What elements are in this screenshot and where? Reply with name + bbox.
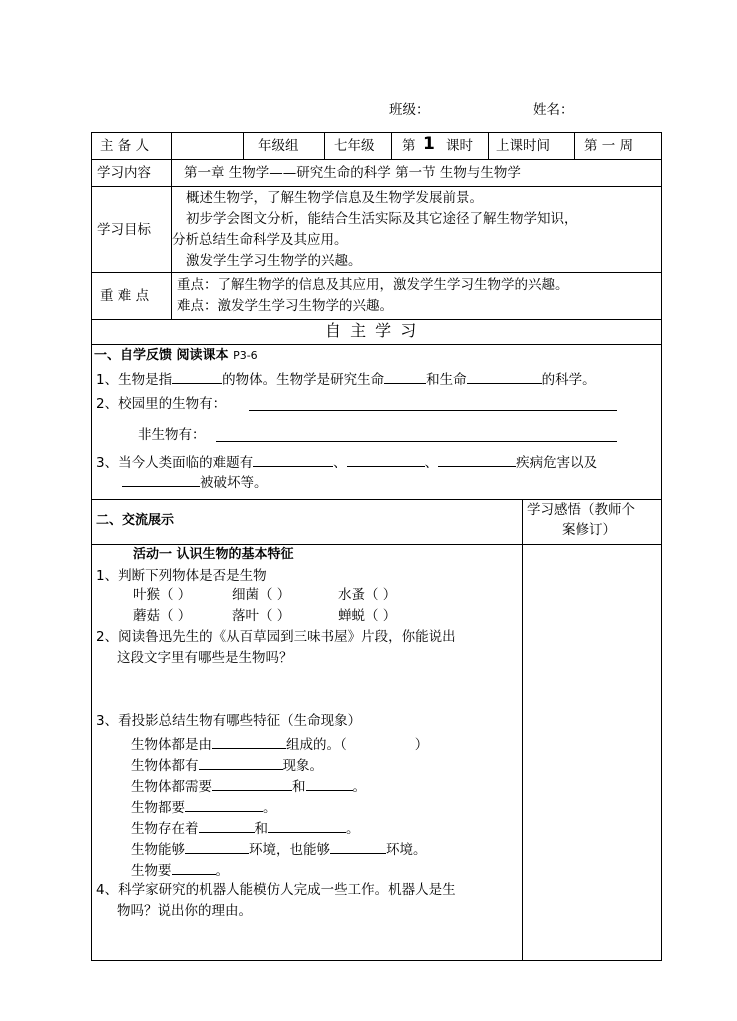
- item-daphnia: 水蚤（ ）: [338, 587, 397, 603]
- goals-label: 学习目标: [97, 222, 151, 238]
- f6-b: 环境，也能够: [249, 842, 330, 858]
- s1-question-2: 2、校园里的生物有：: [96, 396, 227, 412]
- week-value: 第 一 周: [584, 138, 634, 154]
- goal-line-4: 激发学生学习生物学的兴趣。: [186, 253, 362, 269]
- s2-question-2-line-2: 这段文字里有哪些是生物吗？: [117, 650, 293, 666]
- s1-q3-c: 被破坏等。: [200, 475, 268, 491]
- grade-group-label: 年级组: [258, 138, 299, 154]
- blank[interactable]: [199, 818, 255, 833]
- keypoint-line-2: 难点：激发学生学习生物学的兴趣。: [177, 298, 393, 314]
- class-label: 班级：: [389, 102, 430, 118]
- blank[interactable]: [253, 452, 333, 467]
- feature-5: [131, 818, 360, 838]
- f1-b: 组成的。（: [286, 737, 347, 753]
- blank[interactable]: [384, 369, 426, 384]
- s2-question-4-line-1: 4、科学家研究的机器人能模仿人完成一些工作。机器人是生: [96, 882, 456, 898]
- keypoints-label: 重 难 点: [100, 288, 150, 304]
- f7-b: 。: [215, 863, 229, 879]
- f5-c: 。: [346, 821, 360, 837]
- s2-question-4-line-2: 物吗？说出你的理由。: [117, 903, 252, 919]
- side-header-line-2: 案修订）: [562, 522, 616, 538]
- s1-q1-d: 的科学。: [541, 372, 596, 388]
- blank[interactable]: [185, 797, 263, 812]
- item-cicada-shell: 蝉蜕（ ）: [338, 608, 397, 624]
- self-study-title: 自 主 学 习: [325, 321, 419, 340]
- lesson-suffix: 课时: [446, 138, 473, 154]
- blank[interactable]: [438, 452, 516, 467]
- goal-line-1: 概述生物学，了解生物学信息及生物学发展前景。: [186, 190, 483, 206]
- feature-7: [131, 860, 229, 880]
- blank[interactable]: [172, 860, 216, 875]
- f3-a: 生物体都需要: [131, 779, 212, 795]
- section2-heading: 二、交流展示: [96, 513, 175, 528]
- blank[interactable]: [268, 818, 346, 833]
- blank[interactable]: [347, 452, 425, 467]
- f3-b: 和: [292, 779, 306, 795]
- blank[interactable]: [172, 369, 222, 384]
- s1-q1-b: 的物体。生物学是研究生命: [222, 372, 385, 388]
- item-leaf: 落叶（ ）: [232, 608, 291, 624]
- s1-q1-a: 1、生物是指: [96, 372, 173, 388]
- s1-q3-sep1: 、: [333, 455, 347, 471]
- s1-question-3: [96, 452, 597, 472]
- blank[interactable]: [185, 839, 249, 854]
- s1-question-3-cont: [122, 472, 268, 492]
- blank[interactable]: [330, 839, 386, 854]
- content-label: 学习内容: [97, 165, 151, 181]
- f3-c: 。: [352, 779, 366, 795]
- s1-q3-a: 3、当今人类面临的难题有: [96, 455, 254, 471]
- grade-value: 七年级: [334, 138, 375, 154]
- blank[interactable]: [306, 776, 353, 791]
- f1-c: ）: [414, 737, 429, 753]
- item-monkey: 叶猴（ ）: [133, 587, 192, 603]
- goal-line-3: 分析总结生命科学及其应用。: [172, 232, 348, 248]
- feature-3: [131, 776, 366, 796]
- f2-b: 现象。: [282, 758, 323, 774]
- blank[interactable]: [216, 441, 617, 442]
- feature-1: [131, 734, 428, 754]
- s1-question-1: [96, 369, 596, 389]
- side-header-line-1: 学习感悟（教师个: [527, 502, 635, 518]
- f2-a: 生物体都有: [131, 758, 199, 774]
- keypoint-line-1: 重点：了解生物学的信息及其应用，激发学生学习生物学的兴趣。: [177, 277, 569, 293]
- blank[interactable]: [212, 734, 286, 749]
- item-bacteria: 细菌（ ）: [232, 587, 291, 603]
- section1-heading: [94, 347, 258, 365]
- f7-a: 生物要: [131, 863, 172, 879]
- section1-pages: P3-6: [233, 349, 258, 362]
- section1-heading-text: 一、自学反馈 阅读课本: [94, 348, 229, 363]
- blank[interactable]: [122, 472, 200, 487]
- item-mushroom: 蘑菇（ ）: [133, 608, 192, 624]
- blank[interactable]: [212, 776, 292, 791]
- blank[interactable]: [249, 410, 617, 411]
- s2-question-2-line-1: 2、阅读鲁迅先生的《从百草园到三味书屋》片段，你能说出: [96, 629, 456, 645]
- s1-q3-sep2: 、: [424, 455, 439, 471]
- lesson-prefix: 第: [402, 138, 416, 154]
- f1-a: 生物体都是由: [131, 737, 212, 753]
- s1-q3-b: 疾病危害以及: [516, 455, 598, 471]
- content-text: 第一章 生物学——研究生命的科学 第一节 生物与生物学: [184, 165, 521, 181]
- s2-question-1: 1、判断下列物体是否是生物: [96, 568, 267, 584]
- blank[interactable]: [199, 755, 283, 770]
- f4-b: 。: [263, 800, 277, 816]
- f5-b: 和: [254, 821, 268, 837]
- feature-2: [131, 755, 323, 775]
- activity-1-title: 活动一 认识生物的基本特征: [133, 547, 294, 562]
- name-label: 姓名：: [533, 102, 574, 118]
- s2-question-3: 3、看投影总结生物有哪些特征（生命现象）: [96, 713, 362, 729]
- feature-6: [131, 839, 427, 859]
- preparer-label: 主 备 人: [100, 138, 150, 154]
- class-time-label: 上课时间: [496, 138, 550, 154]
- f4-a: 生物都要: [131, 800, 185, 816]
- f6-c: 环境。: [386, 842, 427, 858]
- blank[interactable]: [467, 369, 542, 384]
- feature-4: [131, 797, 277, 817]
- lesson-number: 1: [423, 134, 435, 154]
- goal-line-2: 初步学会图文分析，能结合生活实际及其它途径了解生物学知识，: [186, 211, 578, 227]
- f6-a: 生物能够: [131, 842, 185, 858]
- s1-q1-c: 和生命: [426, 372, 467, 388]
- s1-nonliving-label: 非生物有：: [138, 427, 206, 443]
- f5-a: 生物存在着: [131, 821, 199, 837]
